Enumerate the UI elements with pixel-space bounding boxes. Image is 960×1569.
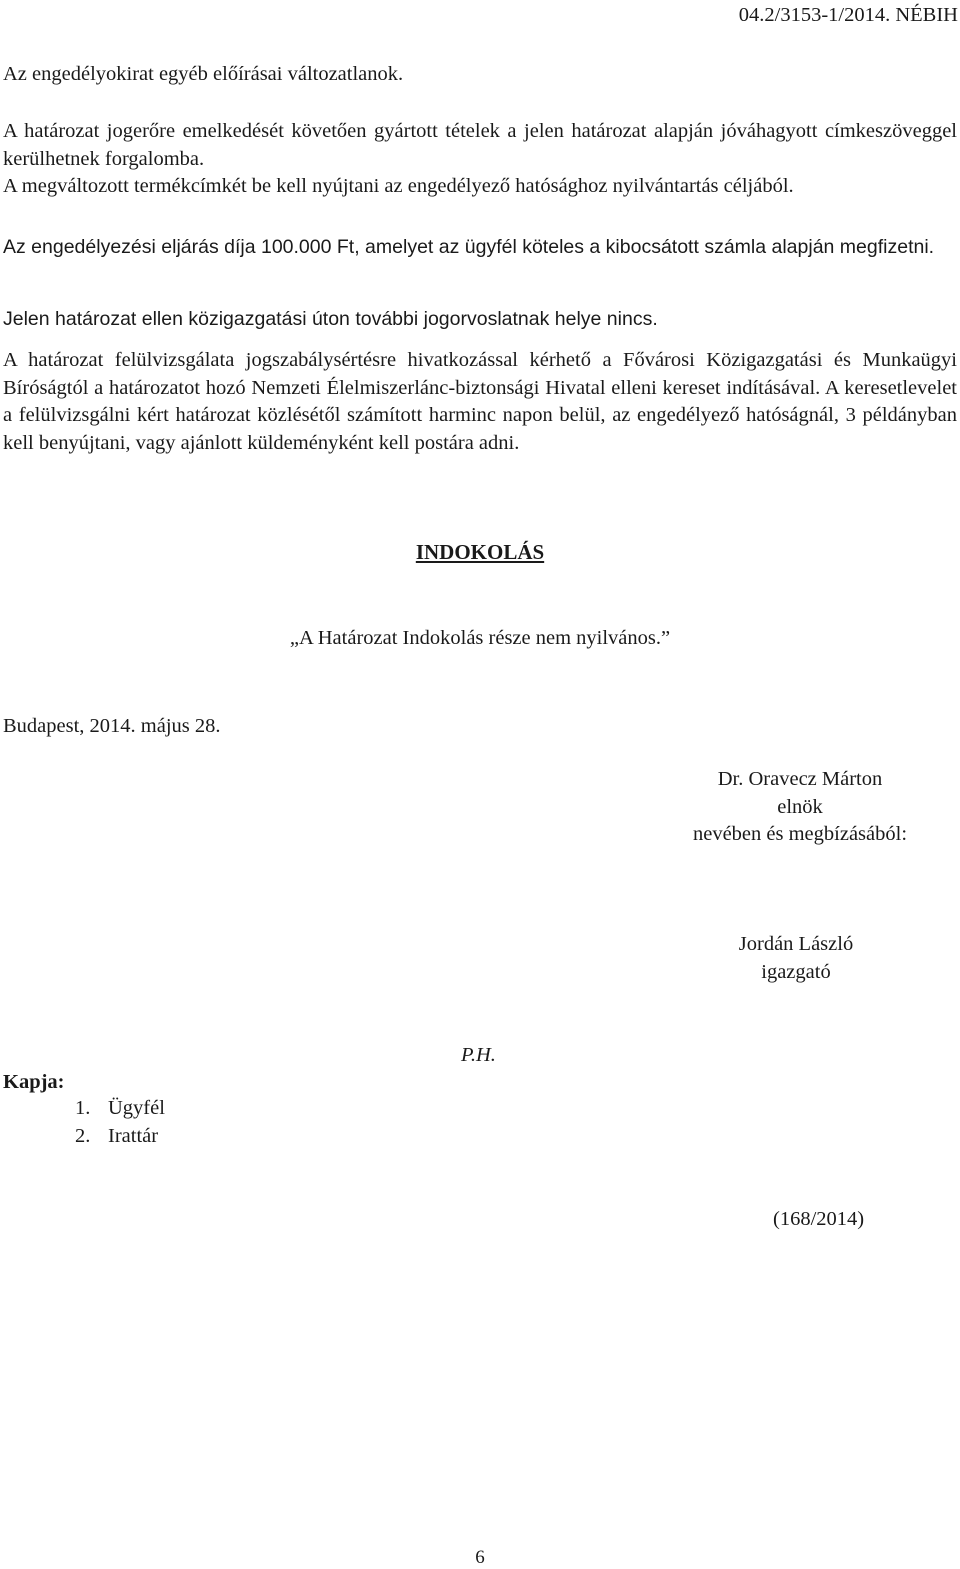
paragraph-unchanged-provisions: Az engedélyokirat egyéb előírásai változatlanok. [3,63,404,85]
signature-block-president [640,766,960,849]
paragraph-label-submission: A megváltozott termékcímkét be kell nyújtani az engedélyező hatósághoz nyilvántartás céljából. [3,175,794,197]
signature-block-director [636,931,956,986]
signatory-name: Dr. Oravecz Márton [717,768,883,790]
justification-not-public-note: „A Határozat Indokolás része nem nyilvános.” [289,627,671,649]
stamp-placeholder: P.H. [461,1044,496,1066]
on-behalf-note: nevében és megbízásából: [692,823,908,845]
signatory-title: igazgató [761,960,831,983]
place-and-date: Budapest, 2014. május 28. [3,715,221,737]
signatory-title: elnök [777,795,823,818]
list-item-text: Ügyfél [108,1097,165,1119]
list-item-number: 1. [75,1097,91,1119]
list-item-number: 2. [75,1124,91,1147]
distribution-list [75,1095,165,1150]
paragraph-no-appeal: Jelen határozat ellen közigazgatási úton további jogorvoslatnak helye nincs. [3,308,658,330]
document-reference: 04.2/3153-1/2014. NÉBIH [738,4,958,26]
signatory-name: Jordán László [738,933,854,955]
paragraph-procedure-fee: Az engedélyezési eljárás díja 100.000 Ft, amelyet az ügyfél köteles a kibocsátott számla alapján megfizetni. [3,236,935,258]
paragraph-labelling-approval: A határozat jogerőre emelkedését követően gyártott tételek a jelen határozat alapján jóváhagyott címkeszöveggel kerülhetnek forgalomba. [3,120,957,170]
filing-number: (168/2014) [773,1208,865,1230]
list-item [75,1095,165,1123]
distribution-label: Kapja: [3,1071,65,1093]
justification-heading: INDOKOLÁS [415,540,545,564]
list-item-text: Irattár [108,1124,159,1147]
paragraph-judicial-review: A határozat felülvizsgálata jogszabálysértésre hivatkozással kérhető a Fővárosi Közigazgatási és Munkaügyi Bíróságtól a határozatot hozó Nemzeti Élelmiszerlánc-biztonsági Hivatal elleni kereset indításával. A keresetlevelet a felülvizsgálni kért határozat közlésétől számított harminc napon belül, az engedélyező hatóságnál, 3 példányban kell benyújtani, vagy ajánlott küldeményként kell postára adni. [3,349,957,454]
page-number: 6 [475,1547,485,1568]
list-item [75,1123,165,1151]
